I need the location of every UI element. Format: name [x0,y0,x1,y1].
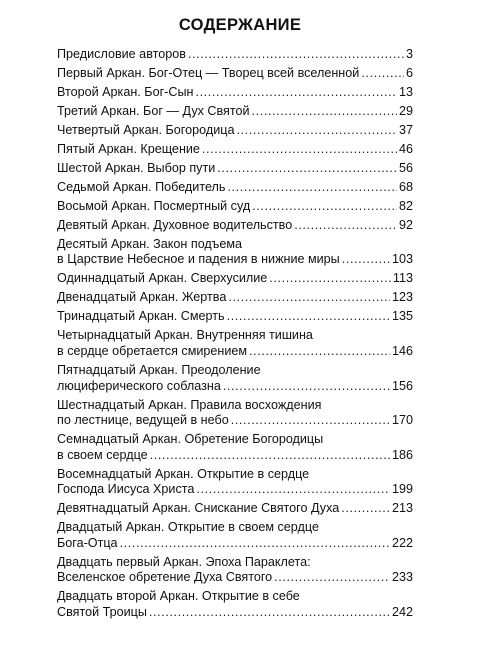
dot-leader [252,104,397,120]
dot-leader [274,570,390,586]
toc-entry [57,199,413,215]
toc-entry-row [57,199,413,215]
toc-entry-title-line: Шестнадцатый Аркан. Правила восхождения [57,397,322,412]
toc-entry [57,501,413,517]
toc-entry-title-line: Вселенское обретение Духа Святого [57,570,273,585]
toc-page-number: 199 [391,482,413,497]
toc-entry-title-line: Второй Аркан. Бог-Сын [57,84,194,99]
toc-entry-row [57,180,413,196]
toc-entry-row [57,344,413,360]
toc-entry [57,218,413,234]
toc-entry [57,363,413,394]
dot-leader [269,271,391,287]
toc-entry-row [57,379,413,395]
toc-page-number: 6 [405,65,413,80]
dot-leader [228,290,390,306]
toc-page-number: 146 [391,343,413,358]
toc-entry-row [57,482,413,498]
toc-page-number: 186 [391,447,413,462]
toc-entry-title-line: люциферического соблазна [57,378,221,393]
toc-page-number: 46 [398,141,413,156]
dot-leader [227,180,397,196]
toc-entry [57,237,413,268]
toc-page-number: 37 [398,122,413,137]
toc-entry-title-line: Третий Аркан. Бог — Дух Святой [57,103,250,118]
toc-entry [57,432,413,463]
toc-entry [57,123,413,139]
toc-entry-title-line: Седьмой Аркан. Победитель [57,179,226,194]
dot-leader [249,344,390,360]
table-of-contents [57,47,413,624]
toc-entry-row [57,85,413,101]
toc-entry-row [57,448,413,464]
toc-entry-title-line: Пятнадцатый Аркан. Преодоление [57,362,261,377]
dot-leader [149,605,390,621]
toc-entry-title-line: в своем сердце [57,447,148,462]
toc-page-number: 68 [398,179,413,194]
dot-leader [196,482,390,498]
toc-page-number: 233 [391,570,413,585]
toc-entry-row [57,47,413,63]
toc-page-number: 82 [398,198,413,213]
dot-leader [195,85,397,101]
toc-entry-row [57,218,413,234]
toc-entry-title-line: Восьмой Аркан. Посмертный суд [57,198,251,213]
dot-leader [227,309,390,325]
toc-entry-title-line: Десятый Аркан. Закон подъема [57,236,243,251]
toc-entry-row [57,142,413,158]
toc-entry-row [57,104,413,120]
toc-page-number: 29 [398,103,413,118]
toc-entry-title-line: Предисловие авторов [57,47,186,61]
toc-entry-title-line: Бога-Отца [57,535,118,550]
dot-leader [223,379,390,395]
toc-entry-title-line: Святой Троицы [57,605,147,619]
toc-entry [57,467,413,498]
toc-page-number: 113 [392,271,413,286]
toc-entry [57,142,413,158]
toc-entry-title-line: в сердце обретается смирением [57,343,248,358]
dot-leader [231,413,390,429]
toc-entry-title-line: Двадцать второй Аркан. Открытие в себе [57,589,300,604]
toc-entry [57,66,413,82]
toc-entry-title-line: Двенадцатый Аркан. Жертва [57,290,227,305]
toc-page-number: 135 [391,309,413,324]
dot-leader [236,123,397,139]
toc-page-number: 242 [391,605,413,619]
toc-entry-title-line: Господа Иисуса Христа [57,482,195,497]
toc-page-number: 92 [398,217,413,232]
toc-entry-row [57,123,413,139]
toc-entry-title-line: Четырнадцатый Аркан. Внутренняя тишина [57,328,313,343]
toc-entry-title-line: Одиннадцатый Аркан. Сверхусилие [57,271,268,286]
toc-entry [57,180,413,196]
toc-entry [57,271,413,287]
dot-leader [341,501,390,517]
toc-entry-row [57,536,413,552]
toc-page-number: 156 [391,378,413,393]
dot-leader [120,536,390,552]
toc-entry [57,398,413,429]
toc-entry-title-line: по лестнице, ведущей в небо [57,413,229,428]
toc-page-number: 13 [398,84,413,99]
toc-page-number: 103 [391,252,413,267]
dot-leader [150,448,390,464]
toc-entry-title-line: Первый Аркан. Бог-Отец — Творец всей вселенной [57,65,360,80]
toc-entry-title-line: Девятнадцатый Аркан. Снискание Святого Духа [57,501,340,516]
toc-entry-row [57,309,413,325]
toc-entry [57,555,413,586]
toc-entry [57,47,413,63]
toc-page-number: 3 [405,47,413,61]
toc-entry-title-line: Шестой Аркан. Выбор пути [57,160,216,175]
toc-entry [57,290,413,306]
dot-leader [202,142,397,158]
toc-entry-row [57,161,413,177]
toc-entry-title-line: Восемнадцатый Аркан. Открытие в сердце [57,466,310,481]
toc-entry-row [57,570,413,586]
toc-entry [57,161,413,177]
dot-leader [188,47,404,63]
toc-entry-row [57,501,413,517]
toc-entry [57,309,413,325]
toc-entry-row [57,413,413,429]
toc-entry-title-line: Пятый Аркан. Крещение [57,141,200,156]
toc-page-number: 222 [391,535,413,550]
toc-page-number: 56 [398,160,413,175]
toc-entry-title-line: Тринадцатый Аркан. Смерть [57,309,225,324]
toc-entry-title-line: Семнадцатый Аркан. Обретение Богородицы [57,432,324,447]
dot-leader [217,161,397,177]
toc-entry-title-line: Двадцатый Аркан. Открытие в своем сердце [57,520,319,535]
toc-entry-title-line: Двадцать первый Аркан. Эпоха Параклета: [57,554,311,569]
toc-entry-row [57,290,413,306]
toc-entry-row [57,271,413,287]
toc-entry [57,520,413,551]
toc-page-number: 170 [391,413,413,428]
dot-leader [342,252,390,268]
toc-entry [57,85,413,101]
toc-entry [57,589,413,620]
toc-page-number: 123 [391,290,413,305]
toc-entry-row [57,66,413,82]
page-title: СОДЕРЖАНИЕ [178,16,302,34]
toc-page-number: 213 [391,501,413,516]
toc-entry-title-line: в Царствие Небесное и падения в нижние миры [57,252,340,267]
dot-leader [252,199,397,215]
toc-entry-row [57,605,413,621]
toc-entry-title-line: Четвертый Аркан. Богородица [57,122,235,137]
toc-entry-row [57,252,413,268]
toc-entry [57,328,413,359]
toc-entry [57,104,413,120]
toc-entry-title-line: Девятый Аркан. Духовное водительство [57,217,293,232]
dot-leader [361,66,404,82]
dot-leader [294,218,397,234]
